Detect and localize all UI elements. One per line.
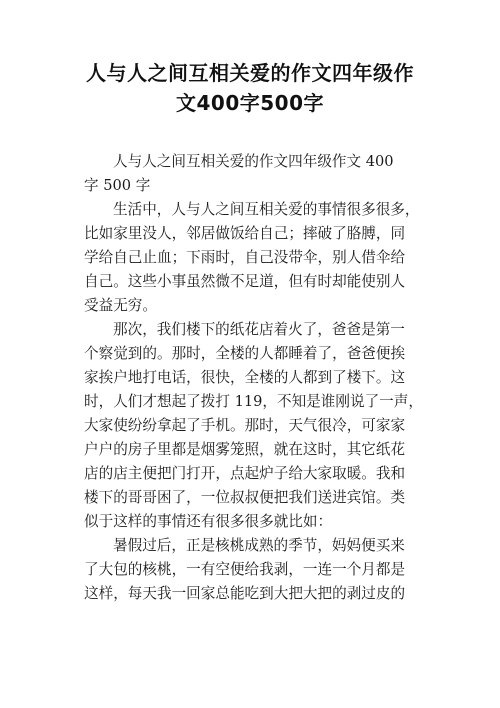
document-title [60,58,440,118]
paragraph-line: 字 500 字 [84,177,151,194]
paragraph-line: 生活中，人与人之间互相关爱的事情很多很多， [113,201,420,218]
paragraph-line: 自己。这些小事虽然微不足道，但有时却能使别人 [84,273,406,290]
paragraph-line: 楼下的哥哥困了，一位叔叔便把我们送进宾馆。类 [84,489,406,506]
paragraph-line: 似于这样的事情还有很多很多就比如： [84,513,333,530]
paragraph-4 [84,534,429,606]
title-line-2: 文400字500字 [176,91,324,115]
paragraph-line: 暑假过后，正是核桃成熟的季节，妈妈便买来 [113,537,405,554]
paragraph-line: 那次，我们楼下的纸花店着火了，爸爸是第一 [113,321,405,338]
paragraph-line: 大家使纷纷拿起了手机。那时，天气很冷，可家家 [84,417,406,434]
paragraph-line: 时，人们才想起了拨打 119，不知是谁刚说了一声， [84,393,423,410]
title-line-1: 人与人之间互相关爱的作文四年级作 [86,61,414,85]
document-body [84,150,429,606]
paragraph-line: 学给自己止血；下雨时，自己没带伞，别人借伞给 [84,249,406,266]
paragraph-line: 店的店主便把门打开，点起炉子给大家取暖。我和 [84,465,406,482]
paragraph-line: 个察觉到的。那时，全楼的人都睡着了，爸爸便挨 [84,345,406,362]
paragraph-line: 了大包的核桃，一有空便给我剥，一连一个月都是 [84,561,406,578]
paragraph-line: 比如家里没人，邻居做饭给自己；摔破了胳膊，同 [84,225,406,242]
paragraph-line: 人与人之间互相关爱的作文四年级作文 400 [113,153,394,170]
paragraph-2 [84,198,429,318]
paragraph-line: 户户的房子里都是烟雾笼照，就在这时，其它纸花 [84,441,406,458]
paragraph-line: 家挨户地打电话，很快，全楼的人都到了楼下。这 [84,369,406,386]
paragraph-line: 受益无穷。 [84,297,157,314]
paragraph-1 [84,150,429,198]
paragraph-line: 这样，每天我一回家总能吃到大把大把的剥过皮的 [84,585,406,602]
paragraph-3 [84,318,429,534]
